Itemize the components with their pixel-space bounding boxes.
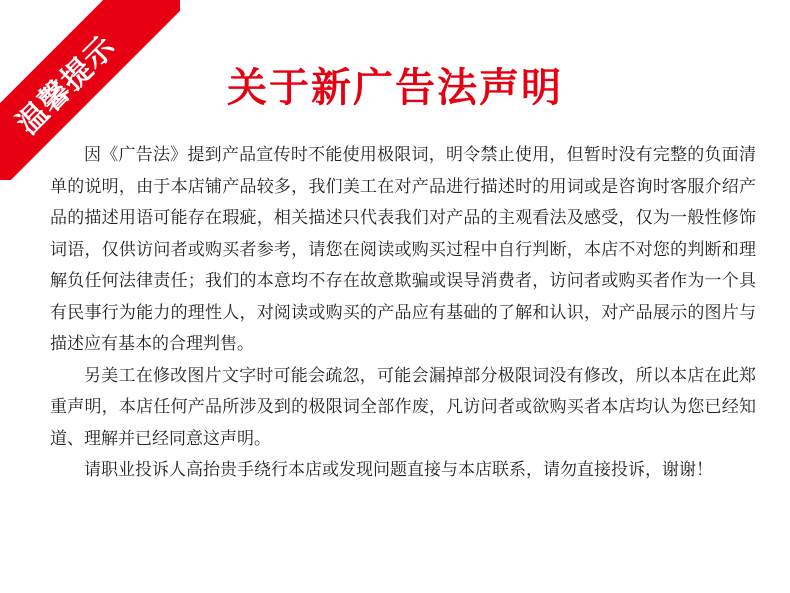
statement-paragraph-1: 因《广告法》提到产品宣传时不能使用极限词，明令禁止使用，但暂时没有完整的负面清单的说明，由于本店铺产品较多，我们美工在对产品进行描述时的用词或是咨询时客服介绍产品的描述用语可能存在瑕疵，相关描述只代表我们对产品的主观看法及感受，仅为一般性修饰词语，仅供访问者或购买者参考，请您在阅读或购买过程中自行判断，本店不对您的判断和理解负任何法律责任；我们的本意均不存在故意欺骗或误导消费者，访问者或购买者作为一个具有民事行为能力的理性人，对阅读或购买的产品应有基础的了解和认识，对产品展示的图片与描述应有基本的合理判售。 <box>50 145 756 354</box>
corner-badge-label: 温馨提示 <box>10 29 123 142</box>
page-title: 关于新广告法声明 <box>227 65 563 111</box>
statement-paragraph-3: 请职业投诉人高抬贵手绕行本店或发现问题直接与本店联系，请勿直接投诉，谢谢！ <box>84 460 713 480</box>
statement-paragraph-2: 另美工在修改图片文字时可能会疏忽，可能会漏掉部分极限词没有修改，所以本店在此郑重声明，本店任何产品所涉及到的极限词全部作废，凡访问者或欲购买者本店均认为您已经知道、理解并已经同意这声明。 <box>50 365 756 449</box>
statement-body <box>50 140 756 487</box>
